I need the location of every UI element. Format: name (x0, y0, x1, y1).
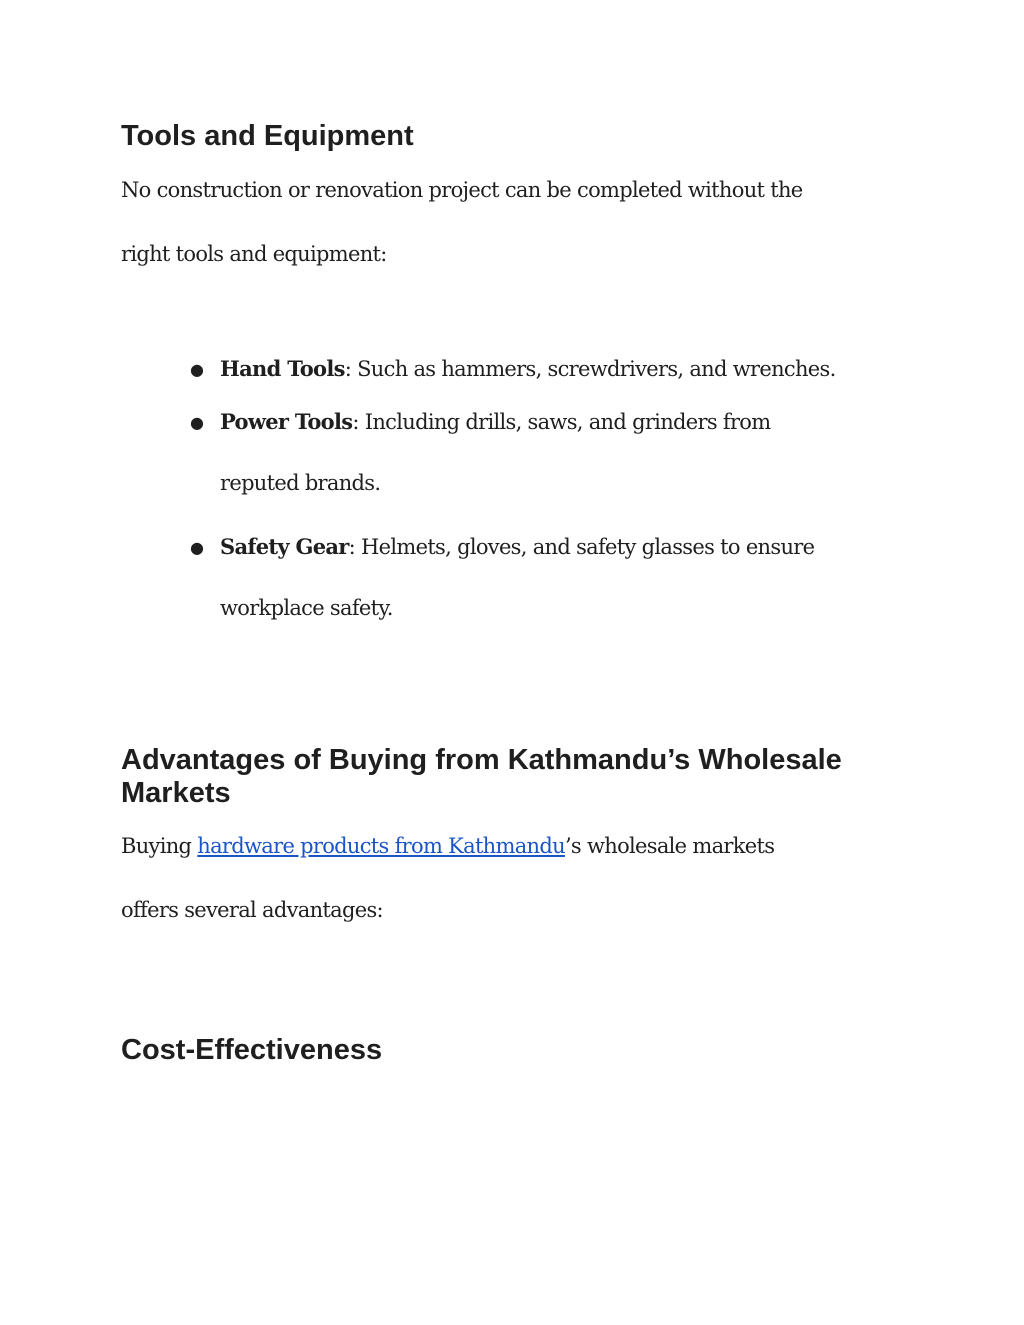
text-before-link: Buying (121, 834, 198, 858)
list-item-power-tools (220, 409, 770, 434)
term-power-tools: Power Tools (220, 409, 353, 434)
intro-paragraph-line-2: right tools and equipment: (121, 242, 387, 266)
term-safety-gear: Safety Gear (220, 534, 349, 559)
term-separator: : (348, 535, 356, 559)
heading-cost-effectiveness: Cost-Effectiveness (121, 1034, 383, 1066)
term-hand-tools: Hand Tools (220, 356, 345, 381)
bullet-icon: ● (190, 360, 204, 379)
text-after-link: ’s wholesale markets (564, 834, 775, 858)
heading-line-1: Advantages of Buying from Kathmandu’s Wholesale (121, 744, 842, 776)
advantages-paragraph-line-1 (121, 834, 774, 858)
hardware-products-link[interactable]: hardware products from Kathmandu (197, 834, 565, 858)
heading-tools-and-equipment: Tools and Equipment (121, 120, 414, 152)
item-description: Such as hammers, screwdrivers, and wrenches. (351, 357, 836, 381)
heading-line-2: Markets (121, 777, 231, 809)
term-separator: : (344, 357, 352, 381)
list-item-hand-tools (220, 356, 836, 381)
bullet-icon: ● (190, 538, 204, 557)
advantages-paragraph-line-2: offers several advantages: (121, 898, 383, 922)
item-description: Including drills, saws, and grinders from (358, 410, 771, 434)
bullet-icon: ● (190, 413, 204, 432)
list-item-safety-gear-continued: workplace safety. (220, 596, 393, 620)
list-item-safety-gear (220, 534, 814, 559)
list-item-power-tools-continued: reputed brands. (220, 471, 381, 495)
term-separator: : (352, 410, 359, 434)
intro-paragraph-line-1: No construction or renovation project can be completed without the (121, 178, 803, 202)
heading-advantages (121, 744, 842, 810)
item-description: Helmets, gloves, and safety glasses to ensure (355, 535, 815, 559)
